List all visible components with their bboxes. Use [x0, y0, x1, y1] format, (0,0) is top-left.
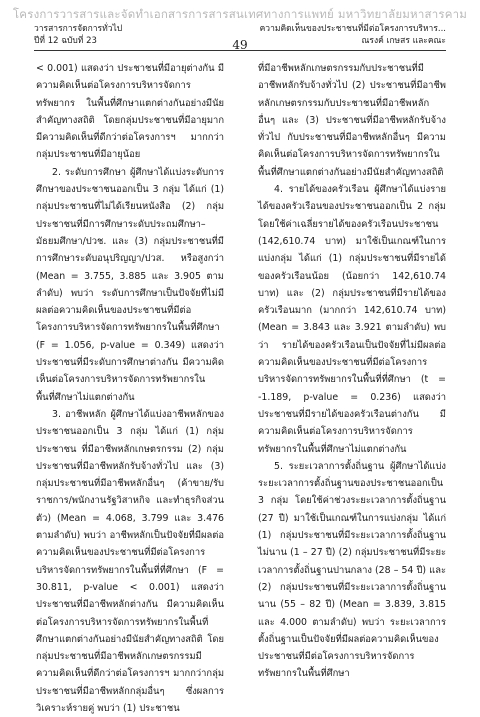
journal-issue: ปีที่ 12 ฉบับที่ 23: [34, 36, 97, 46]
article-authors: ณรงค์ เกษสร และคณะ: [361, 36, 446, 46]
article-title: ความคิดเห็นของประชาชนที่มีต่อโครงการบริหาร...: [259, 24, 446, 34]
paragraph: ที่มีอาชีพหลักเกษตรกรรมกับประชาชนที่มีอาชีพหลักรับจ้างทั่วไป (2) ประชาชนที่มีอาชีพหลักเกษตรกรรมกับประชาชนที่มีอาชีพหลักอื่นๆ และ (3) ประชาชนที่มีอาชีพหลักรับจ้างทั่วไป กับประชาชนที่มีอาชีพหลักอื่นๆ มีความคิดเห็นต่อโครงการบริหารจัดการทรัพยากรในพื้นที่ศึกษาแตกต่างกันอย่างมีนัยสำคัญทางสถิติ: [258, 63, 446, 178]
right-column: [258, 60, 446, 683]
left-column: [36, 60, 224, 717]
journal-name: วารสารการจัดการทั่วไป: [34, 24, 123, 34]
watermark-text: โครงการวารสารและจัดทำเอกสารการสารสนเทศทางการแพทย์ มหาวิทยาลัยมหาสารคาม: [12, 7, 468, 21]
paragraph: 3. อาชีพหลัก ผู้ศึกษาได้แบ่งอาชีพหลักของประชาชนออกเป็น 3 กลุ่ม ได้แก่ (1) กลุ่มประชาชน ที่มีอาชีพหลักเกษตรกรรม (2) กลุ่มประชาชนที่มีอาชีพหลักรับจ้างทั่วไป และ (3) กลุ่มประชาชนที่มีอาชีพหลักอื่นๆ (ค้าขาย/รับราชการ/พนักงานรัฐวิสาหกิจ และทำธุรกิจส่วนตัว) (Mean = 4.068, 3.799 และ 3.476 ตามลำดับ) พบว่า อาชีพหลักเป็นปัจจัยที่มีผลต่อความคิดเห็นของประชาชนที่มีต่อโครงการบริหารจัดการทรัพยากรในพื้นที่ที่ศึกษา (F = 30.811, p-value < 0.001) แสดงว่า ประชาชนที่มีอาชีพหลักต่างกัน มีความคิดเห็นต่อโครงการบริหารจัดการทรัพยากรในพื้นที่ศึกษาแตกต่างกันอย่างมีนัยสำคัญทางสถิติ โดยกลุ่มประชาชนที่มีอาชีพหลักเกษตรกรรมมีความคิดเห็นที่ดีกว่าต่อโครงการฯ มากกว่ากลุ่มประชาชนที่มีอาชีพหลักกลุ่มอื่นๆ ซึ่งผลการวิเคราะห์รายคู่ พบว่า (1) ประชาชน: [36, 408, 224, 714]
header-rule: [34, 50, 446, 51]
paragraph: 4. รายได้ของครัวเรือน ผู้ศึกษาได้แบ่งรายได้ของครัวเรือนของประชาชนออกเป็น 2 กลุ่ม โดยใช้ค่าเฉลี่ยรายได้ของครัวเรือนประชาชน (142,610.74 บาท) มาใช้เป็นเกณฑ์ในการแบ่งกลุ่ม ได้แก่ (1) กลุ่มประชาชนที่มีรายได้ของครัวเรือนน้อย (น้อยกว่า 142,610.74 บาท) และ (2) กลุ่มประชาชนที่มีรายได้ของครัวเรือนมาก (มากกว่า 142,610.74 บาท) (Mean = 3.843 และ 3.921 ตามลำดับ) พบว่า รายได้ของครัวเรือนเป็นปัจจัยที่ไม่มีผลต่อความคิดเห็นของประชาชนที่มีต่อโครงการบริหารจัดการทรัพยากรในพื้นที่ที่ศึกษา (t = -1.189, p-value = 0.236) แสดงว่า ประชาชนที่มีรายได้ของครัวเรือนต่างกัน มีความคิดเห็นต่อโครงการบริหารจัดการทรัพยากรในพื้นที่ศึกษาไม่แตกต่างกัน: [258, 184, 446, 455]
paragraph: 2. ระดับการศึกษา ผู้ศึกษาได้แบ่งระดับการศึกษาของประชาชนออกเป็น 3 กลุ่ม ได้แก่ (1) กลุ่มประชาชนที่ไม่ได้เรียนหนังสือ (2) กลุ่มประชาชนที่มีการศึกษาระดับประถมศึกษา–มัธยมศึกษา/ปวช. และ (3) กลุ่มประชาชนที่มีการศึกษาระดับอนุปริญญา/ปวส. หรือสูงกว่า (Mean = 3.755, 3.885 และ 3.905 ตามลำดับ) พบว่า ระดับการศึกษาเป็นปัจจัยที่ไม่มีผลต่อความคิดเห็นของประชาชนที่มีต่อโครงการบริหารจัดการทรัพยากรในพื้นที่ศึกษา (F = 1.056, p-value = 0.349) แสดงว่า ประชาชนที่มีระดับการศึกษาต่างกัน มีความคิดเห็นต่อโครงการบริหารจัดการทรัพยากรในพื้นที่ศึกษาไม่แตกต่างกัน: [36, 166, 224, 403]
paragraph: 5. ระยะเวลาการตั้งถิ่นฐาน ผู้ศึกษาได้แบ่งระยะเวลาการตั้งถิ่นฐานของประชาชนออกเป็น 3 กลุ่ม โดยใช้ค่าช่วงระยะเวลาการตั้งถิ่นฐาน (27 ปี) มาใช้เป็นเกณฑ์ในการแบ่งกลุ่ม ได้แก่ (1) กลุ่มประชาชนที่มีระยะเวลาการตั้งถิ่นฐานไม่นาน (1 – 27 ปี) (2) กลุ่มประชาชนที่มีระยะเวลาการตั้งถิ่นฐานปานกลาง (28 – 54 ปี) และ (2) กลุ่มประชาชนที่มีระยะเวลาการตั้งถิ่นฐานนาน (55 – 82 ปี) (Mean = 3.839, 3.815 และ 4.000 ตามลำดับ) พบว่า ระยะเวลาการตั้งถิ่นฐานเป็นปัจจัยที่มีผลต่อความคิดเห็นของประชาชนที่มีต่อโครงการบริหารจัดการทรัพยากรในพื้นที่ศึกษา: [258, 460, 446, 680]
page-number: 49: [232, 38, 248, 52]
paragraph: < 0.001) แสดงว่า ประชาชนที่มีอายุต่างกัน มีความคิดเห็นต่อโครงการบริหารจัดการทรัพยากร ในพื้นที่ศึกษาแตกต่างกันอย่างมีนัยสำคัญทางสถิติ โดยกลุ่มประชาชนที่มีอายุมาก มีความคิดเห็นที่ดีกว่าต่อโครงการฯ มากกว่ากลุ่มประชาชนที่มีอายุน้อย: [36, 63, 224, 161]
